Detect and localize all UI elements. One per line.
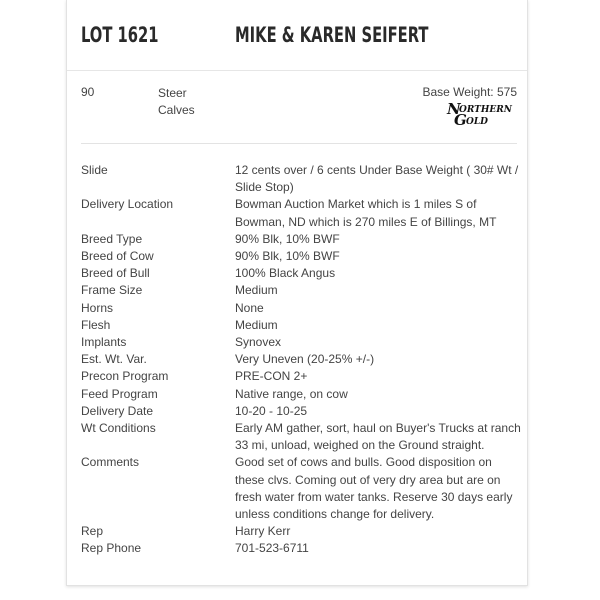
detail-label: Breed of Cow xyxy=(81,249,154,264)
detail-row-breed-type xyxy=(81,231,521,248)
detail-value: None xyxy=(235,300,264,315)
detail-value: Bowman Auction Market which is 1 miles S of Bowman, ND which is 270 miles E of Billings, MT xyxy=(235,197,497,229)
detail-label: Comments xyxy=(81,455,140,470)
detail-row-rep xyxy=(81,523,521,540)
base-weight: Base Weight: 575 xyxy=(422,85,517,99)
detail-row-feed-program xyxy=(81,386,521,403)
detail-row-wt-conditions xyxy=(81,420,521,454)
detail-label: Precon Program xyxy=(81,369,169,384)
detail-row-horns xyxy=(81,300,521,317)
detail-row-delivery-date xyxy=(81,403,521,420)
detail-value: Synovex xyxy=(235,335,282,350)
detail-row-implants xyxy=(81,334,521,351)
detail-label: Feed Program xyxy=(81,386,158,401)
detail-label: Est. Wt. Var. xyxy=(81,352,147,367)
detail-value: 10-20 - 10-25 xyxy=(235,403,308,418)
svg-text:N: N xyxy=(447,101,461,118)
detail-value: 12 cents over / 6 cents Under Base Weight ( 30# Wt / Slide Stop) xyxy=(235,163,519,195)
detail-label: Rep xyxy=(81,524,104,539)
detail-label: Flesh xyxy=(81,317,111,332)
svg-text:G: G xyxy=(454,111,467,127)
lot-card xyxy=(66,0,528,586)
detail-value: Medium xyxy=(235,283,278,298)
svg-text:OLD: OLD xyxy=(466,117,488,127)
detail-label: Slide xyxy=(81,163,108,177)
cattle-type: Steer Calves xyxy=(158,86,195,117)
detail-row-slide xyxy=(81,162,521,196)
detail-value: Harry Kerr xyxy=(235,524,291,539)
svg-text:ORTHERN: ORTHERN xyxy=(459,105,512,115)
lot-details xyxy=(81,162,521,558)
detail-value: PRE-CON 2+ xyxy=(235,369,308,384)
detail-label: Delivery Location xyxy=(81,197,174,212)
lot-number: LOT 1621 xyxy=(81,23,159,47)
detail-label: Frame Size xyxy=(81,283,143,298)
summary-divider xyxy=(81,143,517,144)
detail-value: 701-523-6711 xyxy=(235,541,309,556)
detail-value: 90% Blk, 10% BWF xyxy=(235,231,340,246)
detail-row-breed-of-cow xyxy=(81,248,521,265)
detail-value: 100% Black Angus xyxy=(235,266,336,281)
detail-value: Good set of cows and bulls. Good disposition on these clvs. Coming out of very dry area but are on fresh water from water tanks. Reserve 30 days early unless conditions change for delivery. xyxy=(235,455,513,522)
detail-value: Very Uneven (20-25% +/-) xyxy=(235,352,375,367)
detail-label: Rep Phone xyxy=(81,541,142,556)
detail-row-comments xyxy=(81,454,521,523)
detail-label: Breed Type xyxy=(81,231,143,246)
detail-label: Implants xyxy=(81,335,127,350)
detail-value: Early AM gather, sort, haul on Buyer's Trucks at ranch 33 mi, unload, weighed on the Ground straight. xyxy=(235,421,521,453)
detail-value: Medium xyxy=(235,317,278,332)
detail-row-frame-size xyxy=(81,282,521,299)
detail-label: Delivery Date xyxy=(81,403,154,418)
detail-label: Breed of Bull xyxy=(81,266,150,281)
seller-name: MIKE & KAREN SEIFERT xyxy=(235,23,429,47)
detail-row-flesh xyxy=(81,317,521,334)
detail-value: Native range, on cow xyxy=(235,386,348,401)
detail-row-est-wt-var xyxy=(81,351,521,368)
lot-header xyxy=(67,0,527,71)
detail-row-precon-program xyxy=(81,368,521,385)
detail-value: 90% Blk, 10% BWF xyxy=(235,249,340,264)
detail-label: Wt Conditions xyxy=(81,421,156,436)
detail-row-breed-of-bull xyxy=(81,265,521,282)
detail-row-delivery-location xyxy=(81,196,521,230)
lot-summary xyxy=(67,72,527,144)
head-count: 90 xyxy=(81,85,95,99)
detail-row-rep-phone xyxy=(81,540,521,557)
northern-gold-logo xyxy=(446,101,516,127)
detail-label: Horns xyxy=(81,300,114,315)
